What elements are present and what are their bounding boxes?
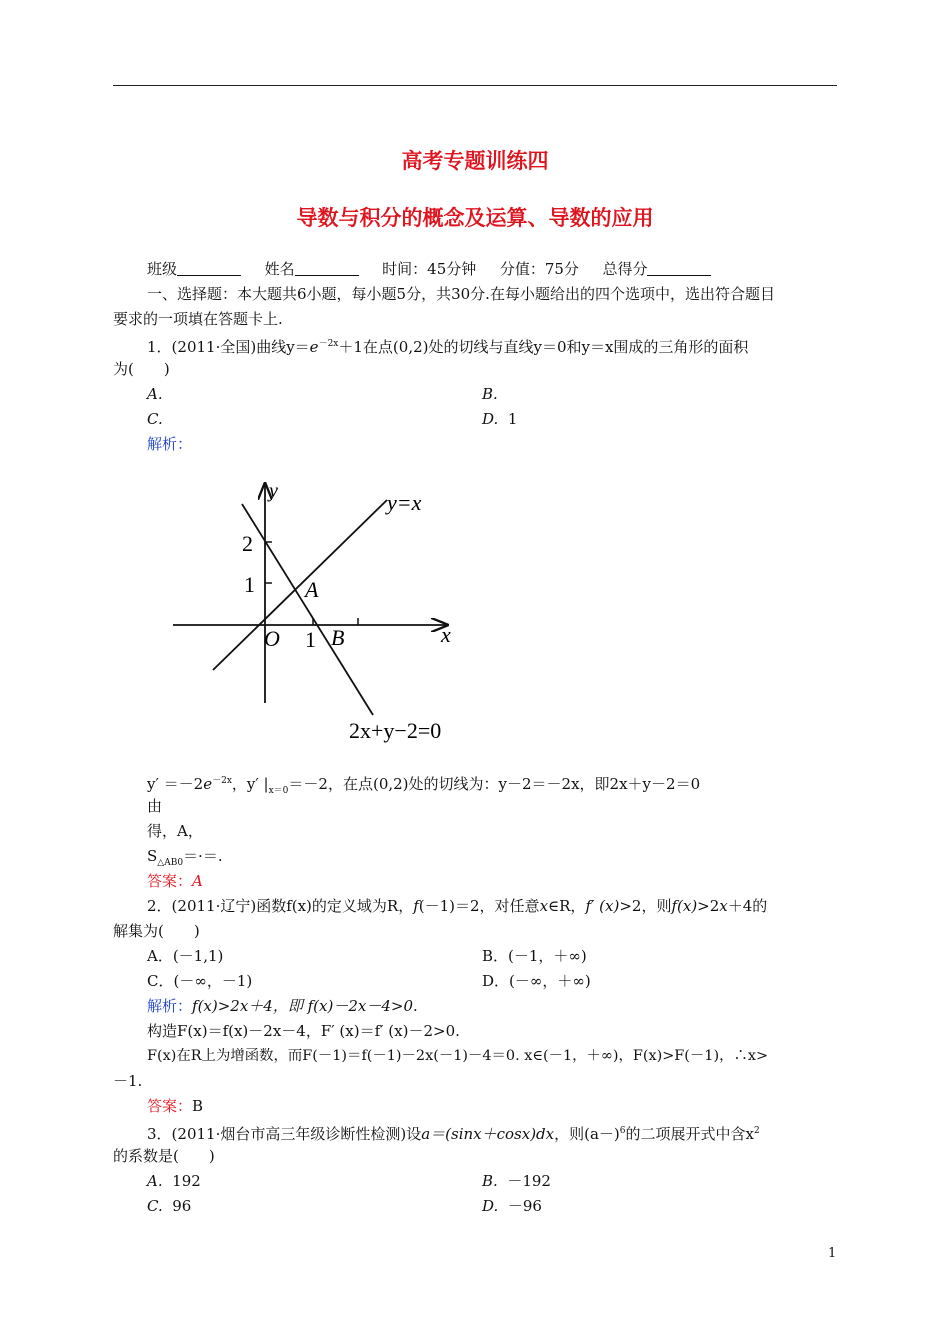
q1-solution-line2: 由 <box>147 797 163 815</box>
score-text: 分值：75分 <box>499 260 579 278</box>
q1-sol-e: e <box>203 775 213 793</box>
q2-option-a[interactable]: A．(－1,1) <box>147 947 224 965</box>
tick-label-x1: 1 <box>305 627 316 652</box>
y-axis-label: y <box>269 480 278 502</box>
q2-answer <box>147 1096 203 1116</box>
page-number: 1 <box>828 1246 837 1261</box>
q3-stem <box>147 1121 760 1144</box>
q2-sol1: f(x)>2x＋4，即 f(x)－2x－4>0. <box>192 997 418 1015</box>
x-axis-label: x <box>441 622 451 647</box>
total-label: 总得分 <box>602 260 648 278</box>
q3-option-b-value: －192 <box>507 1172 551 1190</box>
origin-label: O <box>264 626 280 651</box>
q1-analysis-label: 解析： <box>147 435 193 453</box>
total-blank[interactable] <box>647 261 711 276</box>
q2-stem-h: f(x) <box>671 897 698 915</box>
q1-answer-value: A <box>192 872 203 890</box>
q2-stem-c: (－1)＝2，对任意 <box>418 897 540 915</box>
header-rule <box>113 85 837 86</box>
q1-sol-s-sub: △AB0 <box>157 858 184 868</box>
q1-solution-line1 <box>147 771 700 801</box>
q2-stem-j: x <box>719 897 728 915</box>
q2-stem-k: ＋4的 <box>727 897 768 915</box>
q3-stem-sup: 6 <box>619 1126 626 1136</box>
q2-stem-g: >2，则 <box>619 897 672 915</box>
q2-answer-value: B <box>192 1097 204 1115</box>
q2-stem-i: >2 <box>697 897 720 915</box>
tangent-line-label: 2x+y−2=0 <box>349 718 442 743</box>
q2-solution-line3: F(x)在R上为增函数，而F(－1)＝f(－1)－2x(－1)－4＝0. x∈(－1，＋∞)，F(x)>F(－1)，∴x> <box>147 1048 769 1064</box>
section-intro-line2: 要求的一项填在答题卡上. <box>113 310 283 328</box>
q3-option-c-value: 96 <box>172 1197 192 1215</box>
q3-stem-c: ，则(a－) <box>554 1125 620 1143</box>
q1-stem <box>147 334 748 357</box>
q1-stem-line2: 为( ) <box>113 360 170 378</box>
q3-option-c-label: C. <box>147 1197 163 1215</box>
q1-e: e <box>309 338 319 356</box>
q2-analysis-label: 解析： <box>147 997 193 1015</box>
q1-answer <box>147 871 203 891</box>
q3-option-a-label: A. <box>147 1172 163 1190</box>
q1-sol-a: y′ ＝－2 <box>147 775 204 793</box>
name-blank[interactable] <box>295 261 359 276</box>
q3-stem-line2: 的系数是( ) <box>113 1147 215 1165</box>
q1-sol-s-post: ＝·＝. <box>183 847 223 865</box>
q1-solution-line4 <box>147 846 223 873</box>
line-y-equals-x-label: y=x <box>387 490 422 515</box>
q2-solution-line4: －1. <box>113 1072 143 1090</box>
page-title: 高考专题训练四 <box>401 149 549 173</box>
q2-stem-f: f′ (x) <box>585 897 620 915</box>
q2-option-b[interactable]: B．(－1，＋∞) <box>482 947 587 965</box>
q2-answer-label: 答案： <box>147 1097 193 1115</box>
q3-option-b-label: B. <box>482 1172 498 1190</box>
q1-sol-b: ，y′ | <box>231 775 269 793</box>
point-b-label: B <box>331 625 345 650</box>
q2-solution-line1 <box>147 996 418 1016</box>
q1-option-c[interactable]: C. <box>147 410 163 428</box>
tangent-line <box>242 504 373 715</box>
q2-option-d[interactable]: D．(－∞，＋∞) <box>482 972 591 990</box>
q1-stem-pre: 1．(2011·全国)曲线y＝ <box>147 338 310 356</box>
q1-answer-label: 答案： <box>147 872 193 890</box>
q2-stem <box>147 896 767 916</box>
class-label: 班级 <box>147 260 178 278</box>
q3-stem-a: 3．(2011·烟台市高三年级诊断性检测)设 <box>147 1125 422 1143</box>
line-y-equals-x <box>213 500 387 670</box>
q3-option-d-value: －96 <box>507 1197 542 1215</box>
q1-option-d-value: 1 <box>507 410 518 428</box>
q2-stem-b: f <box>413 897 419 915</box>
tick-label-y2: 2 <box>242 531 253 556</box>
q1-exp: －2x <box>318 339 339 349</box>
q3-option-b[interactable] <box>482 1171 551 1191</box>
q2-stem-line2: 解集为( ) <box>113 922 200 940</box>
q3-option-d[interactable] <box>482 1196 542 1216</box>
q1-option-d[interactable] <box>482 409 517 429</box>
time-text: 时间：45分钟 <box>382 260 477 278</box>
q2-stem-d: x <box>539 897 549 915</box>
q1-option-b[interactable]: B. <box>482 385 498 403</box>
point-a-label: A <box>305 577 319 602</box>
q1-figure <box>165 470 465 750</box>
q1-option-a[interactable]: A. <box>147 385 163 403</box>
section-intro-line1: 一、选择题：本大题共6小题，每小题5分，共30分.在每小题给出的四个选项中，选出符合题目 <box>147 285 775 303</box>
q1-sol-c: ＝－2，在点(0,2)处的切线为：y－2＝－2x，即2x＋y－2＝0 <box>288 775 701 793</box>
q1-sol-sub: x＝0 <box>268 786 289 796</box>
q1-sol-s: S <box>147 847 158 865</box>
name-label: 姓名 <box>264 260 295 278</box>
q2-stem-e: ∈R， <box>548 897 586 915</box>
q3-option-a[interactable] <box>147 1171 201 1191</box>
q3-stem-b: a＝(sinx＋cosx)dx <box>421 1125 555 1143</box>
q3-option-a-value: 192 <box>172 1172 201 1190</box>
q2-solution-line2: 构造F(x)＝f(x)－2x－4，F′ (x)＝f′ (x)－2>0. <box>147 1022 460 1040</box>
q2-option-c[interactable]: C．(－∞，－1) <box>147 972 253 990</box>
q3-option-c[interactable] <box>147 1196 191 1216</box>
tick-label-y1: 1 <box>244 572 255 597</box>
q1-stem-post: ＋1在点(0,2)处的切线与直线y＝0和y＝x围成的三角形的面积 <box>338 338 749 356</box>
class-blank[interactable] <box>177 261 241 276</box>
q3-stem-sup2: 2 <box>753 1126 760 1136</box>
q1-sol-exp: －2x <box>212 776 232 786</box>
q2-stem-a: 2．(2011·辽宁)函数f(x)的定义域为R， <box>147 897 414 915</box>
page-subtitle: 导数与积分的概念及运算、导数的应用 <box>296 206 654 230</box>
q3-option-d-label: D. <box>482 1197 499 1215</box>
q1-solution-line3: 得，A， <box>147 822 203 840</box>
q3-stem-d: 的二项展开式中含x <box>625 1125 754 1143</box>
info-line <box>147 259 711 279</box>
q1-option-d-label: D. <box>482 410 499 428</box>
